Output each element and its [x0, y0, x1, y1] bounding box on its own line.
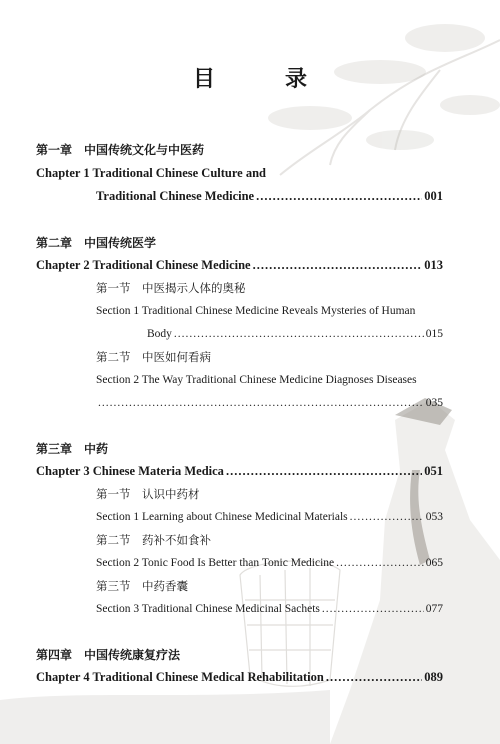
leader-dots: [336, 555, 424, 571]
chapter-1-en-heading-line1: Chapter 1 Traditional Chinese Culture and: [36, 166, 267, 180]
leader-dots: [253, 257, 423, 273]
chapter-2-section-2-en-line1: Section 2 The Way Traditional Chinese Medicine Diagnoses Diseases: [96, 374, 417, 386]
chapter-1-toc-row[interactable]: [96, 188, 443, 204]
chapter-4-toc-row[interactable]: [36, 669, 443, 685]
leader-dots: [322, 601, 424, 617]
chapter-2-section-1-page-number: 015: [425, 328, 443, 340]
chapter-2-toc-row[interactable]: [36, 257, 443, 273]
leader-dots: [326, 669, 422, 685]
chapter-3-page-number: 051: [424, 464, 443, 478]
chapter-2-section-1-en-line2: Body: [147, 328, 172, 340]
leader-dots: [174, 326, 424, 342]
chapter-3-toc-row[interactable]: [36, 463, 443, 479]
chapter-3-section-1-en: Section 1 Learning about Chinese Medicinal Materials: [96, 511, 348, 523]
chapter-4-page-number: 089: [424, 670, 443, 684]
chapter-1-en-heading-line2: Traditional Chinese Medicine: [96, 189, 255, 203]
leader-dots: [350, 509, 424, 525]
chapter-2-section-2-toc-row[interactable]: [96, 395, 443, 411]
chapter-3-section-2-cn: 第二节 药补不如食补: [96, 533, 211, 547]
chapter-3-section-2-toc-row[interactable]: [96, 555, 443, 571]
chapter-2-section-1-toc-row[interactable]: [147, 326, 443, 342]
chapter-3-en-heading: Chapter 3 Chinese Materia Medica: [36, 464, 224, 478]
chapter-3-section-3-page-number: 077: [425, 603, 443, 615]
chapter-3-section-3-cn: 第三节 中药香囊: [96, 579, 188, 593]
chapter-3-section-2-page-number: 065: [425, 557, 443, 569]
chapter-4-en-heading: Chapter 4 Traditional Chinese Medical Rehabilitation: [36, 670, 324, 684]
chapter-3-section-1-toc-row[interactable]: [96, 509, 443, 525]
chapter-3-section-1-page-number: 053: [425, 511, 443, 523]
leader-dots: [226, 463, 422, 479]
chapter-2-section-1-en-line1: Section 1 Traditional Chinese Medicine Reveals Mysteries of Human: [96, 305, 416, 317]
chapter-3-section-2-en: Section 2 Tonic Food Is Better than Tonic Medicine: [96, 557, 335, 569]
chapter-2-section-2-page-number: 035: [425, 397, 443, 409]
chapter-1-page-number: 001: [424, 189, 443, 203]
chapter-3-cn-heading: 第三章 中药: [36, 442, 109, 456]
chapter-3-section-3-en: Section 3 Traditional Chinese Medicinal Sachets: [96, 603, 320, 615]
chapter-2-page-number: 013: [424, 258, 443, 272]
chapter-3-section-3-toc-row[interactable]: [96, 601, 443, 617]
page-title: 目 录: [192, 66, 331, 92]
chapter-2-cn-heading: 第二章 中国传统医学: [36, 236, 157, 250]
chapter-2-section-1-cn: 第一节 中医揭示人体的奥秘: [96, 281, 246, 295]
chapter-2-en-heading: Chapter 2 Traditional Chinese Medicine: [36, 258, 251, 272]
leader-dots: [98, 395, 424, 411]
leader-dots: [256, 188, 422, 204]
chapter-2-section-2-cn: 第二节 中医如何看病: [96, 350, 211, 364]
chapter-3-section-1-cn: 第一节 认识中药材: [96, 487, 200, 501]
chapter-4-cn-heading: 第四章 中国传统康复疗法: [36, 648, 181, 662]
chapter-1-cn-heading: 第一章 中国传统文化与中医药: [36, 143, 205, 157]
